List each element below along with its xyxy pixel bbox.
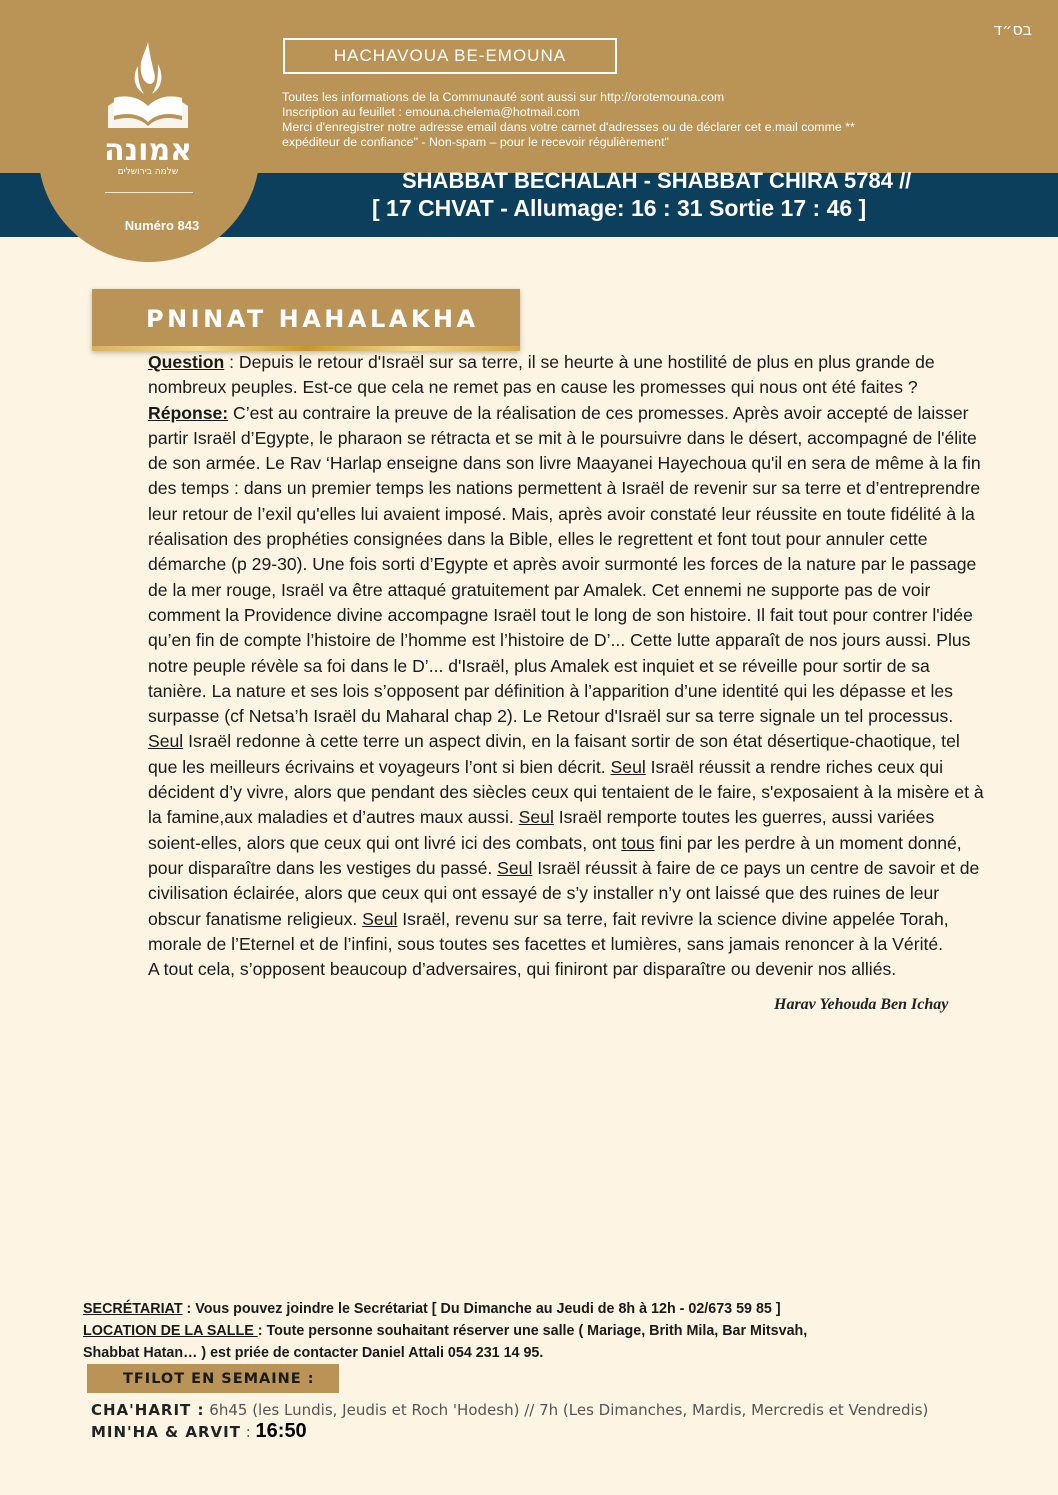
- svg-text:אמונה: אמונה: [103, 133, 193, 168]
- article-line: notre peuple révèle sa foi dans le D’... d'Israël, plus Amalek est inquiet et se réveille pour sortir de sa: [148, 655, 930, 676]
- article-line: la famine,aux maladies et d’autres maux aussi. Seul Israël remporte toutes les guerres, aussi variées: [148, 807, 935, 828]
- emphasis-tous: tous: [621, 832, 655, 853]
- shabbat-times: [ 17 CHVAT - Allumage: 16 : 31 Sortie 17 : 46 ]: [372, 195, 867, 221]
- svg-text:שלמה בירושלים: שלמה בירושלים: [117, 167, 179, 177]
- question-label: Question: [148, 352, 225, 372]
- article-line: Réponse: C’est au contraire la preuve de la réalisation de ces promesses. Après avoir accepté de laisser: [148, 402, 969, 423]
- article-line: surpasse (cf Netsa’h Israël du Maharal chap 2). Le Retour d'Israël sur sa terre signale un tel processus.: [148, 706, 954, 727]
- article-line: soient-elles, alors que ceux qui ont livré ici des combats, ont tous fini par les perdre à un moment donné,: [148, 832, 962, 853]
- minha-line: MIN'HA & ARVIT : 16:50: [91, 1420, 307, 1442]
- chaharit-label: CHA'HARIT :: [91, 1401, 205, 1419]
- article-line: obscur fanatisme religieux. Seul Israël, revenu sur sa terre, fait revivre la science divine appelée Torah,: [148, 908, 949, 929]
- chaharit-line: CHA'HARIT : 6h45 (les Lundis, Jeudis et Roch 'Hodesh) // 7h (Les Dimanches, Mardis, Mercredis et Vendredis): [91, 1401, 929, 1419]
- info-line: Toutes les informations de la Communauté sont aussi sur http://orotemouna.com: [282, 90, 725, 104]
- article-line: réalisation des prophéties consignées dans la Bible, elles le regrettent et font tout pour annuler cette: [148, 529, 928, 550]
- article-line: Seul Israël redonne à cette terre un aspect divin, en la faisant sortir de son état désertique-chaotique, tel: [148, 731, 960, 752]
- logo-divider: [105, 192, 193, 193]
- emphasis-seul: Seul: [518, 807, 554, 828]
- article-line: pour disparaître dans les vestiges du passé. Seul Israël réussit à faire de ce pays un centre de savoir et de: [148, 857, 980, 878]
- article-line: nombreux peuples. Est-ce que cela ne remet pas en cause les promesses qui nous ont été faites ?: [148, 377, 918, 398]
- article-line: de la mer rouge, Israël va être attaqué gratuitement par Amalek. Cet ennemi ne supporte pas de voir: [148, 579, 931, 600]
- section-banner: [92, 289, 520, 351]
- article-line: partir Israël d’Egypte, le pharaon se rétracta et se mit à le poursuivre dans le désert, accompagné de l'élite: [148, 427, 977, 448]
- section-title: PNINAT HAHALAKHA: [146, 305, 479, 333]
- location-line-2: Shabbat Hatan… ) est priée de contacter Daniel Attali 054 231 14 95.: [83, 1345, 544, 1361]
- article-line: leur retour de l’exil qu'elles lui avaient imposé. Mais, après avoir constaté leur réussite en toute fidélité à la: [148, 503, 975, 524]
- article-line: comment la Providence divine accompagne Israël tout le long de son histoire. Il fait tout pour contrer l'idée: [148, 604, 973, 625]
- shabbat-title: SHABBAT BECHALAH - SHABBAT CHIRA 5784 //: [402, 168, 912, 193]
- article-line: tanière. La nature et ses lois s’opposent par définition à l’apparition d’une identité qui les dépasse et les: [148, 680, 953, 701]
- info-line: expéditeur de confiance" - Non-spam – pour le recevoir régulièrement": [282, 135, 669, 149]
- article-line: démarche (p 29-30). Une fois sorti d’Egypte et après avoir surmonté les forces de la nature par le passage: [148, 554, 977, 575]
- info-line: Merci d'enregistrer notre adresse email dans votre carnet d'adresses ou de déclarer cet e.mail comme **: [282, 120, 855, 134]
- emphasis-seul: Seul: [362, 908, 398, 929]
- article-line: décident d’y vivre, alors que pendant des siècles ceux qui tentaient de le faire, s'exposaient à la misère et à: [148, 782, 984, 803]
- article-line: civilisation éclairée, alors que ceux qui ont essayé de s’y installer n’y ont laissé que des ruines de leur: [148, 883, 940, 904]
- location-line: LOCATION DE LA SALLE : Toute personne souhaitant réserver une salle ( Mariage, Brith Mila, Bar Mitsvah,: [83, 1323, 808, 1339]
- location-label: LOCATION DE LA SALLE: [83, 1323, 258, 1339]
- article-line: de son armée. Le Rav ‘Harlap enseigne dans son livre Maayanei Hayechoua qu'il en sera de même à la fin: [148, 453, 981, 474]
- response-label: Réponse:: [148, 402, 229, 423]
- article-line: des temps : dans un premier temps les nations permettent à Israël de revenir sur sa terre et d’entreprendre: [148, 478, 981, 499]
- emouna-logo-icon: [98, 36, 198, 180]
- issue-number: Numéro 843: [124, 218, 200, 233]
- author-signature: Harav Yehouda Ben Ichay: [774, 996, 949, 1013]
- article-line: Question : Depuis le retour d'Israël sur sa terre, il se heurte à une hostilité de plus en plus grande de: [148, 352, 935, 372]
- emphasis-seul: Seul: [610, 756, 646, 777]
- article-body: [148, 350, 1048, 982]
- article-line: qu’en fin de compte l’histoire de l’homme est l’histoire de D’... Cette lutte apparaît de nos jours aussi. Plus: [148, 630, 971, 651]
- footer-info: [83, 1298, 807, 1364]
- article-line: que les meilleurs écrivains et voyageurs l’ont si bien décrit. Seul Israël réussit a rendre riches ceux qui: [148, 756, 944, 777]
- minha-time: 16:50: [255, 1420, 307, 1442]
- emphasis-seul: Seul: [148, 731, 184, 752]
- bsd-mark: בס״ד: [993, 20, 1032, 39]
- info-line: Inscription au feuillet : emouna.chelema@hotmail.com: [282, 105, 580, 119]
- secretariat-label: SECRÉTARIAT: [83, 1301, 183, 1317]
- emphasis-seul: Seul: [497, 857, 533, 878]
- tfilot-banner: TFILOT EN SEMAINE :: [87, 1364, 339, 1393]
- header-info: [282, 90, 855, 150]
- article-line: A tout cela, s’opposent beaucoup d’adversaires, qui finiront par disparaître ou devenir nos alliés.: [148, 959, 897, 980]
- minha-label: MIN'HA & ARVIT: [91, 1423, 241, 1441]
- secretariat-line: SECRÉTARIAT : Vous pouvez joindre le Secrétariat [ Du Dimanche au Jeudi de 8h à 12h - 02/673 59 85 ]: [83, 1301, 781, 1317]
- newsletter-title: HACHAVOUA BE-EMOUNA: [283, 38, 617, 74]
- article-line: morale de l’Eternel et de l’infini, sous toutes ses facettes et lumières, sans jamais renoncer à la Vérité.: [148, 933, 944, 954]
